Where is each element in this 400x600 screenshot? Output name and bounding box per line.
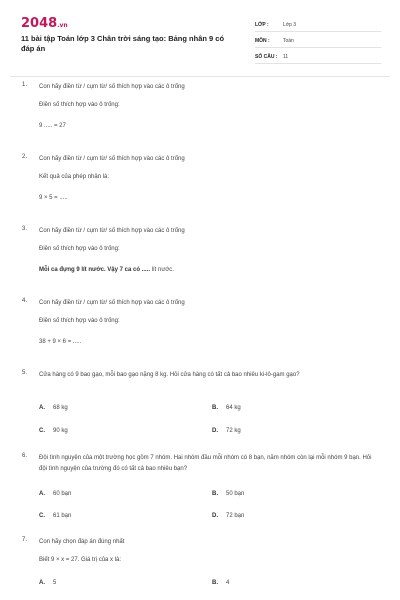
fill-blank-expression[interactable]: 9 × 5 = .....: [39, 195, 68, 201]
meta-label: MÔN :: [255, 38, 270, 44]
worksheet-header: [19, 10, 381, 66]
answer-option-c[interactable]: [39, 428, 68, 434]
option-value: 64 kg: [226, 405, 241, 411]
answer-option-d[interactable]: [212, 513, 244, 519]
answer-option-a[interactable]: [39, 580, 56, 586]
question-number: 5.: [22, 370, 28, 376]
option-value: 50 bạn: [226, 491, 245, 497]
meta-value: 11: [283, 54, 289, 60]
option-value: 68 kg: [53, 405, 68, 411]
option-letter: A.: [39, 491, 45, 497]
question-number: 3.: [22, 226, 28, 232]
document-title: 11 bài tập Toán lớp 3 Chân trời sáng tạo: Bảng nhân 9 có đáp án: [21, 34, 225, 53]
meta-value: Lớp 3: [283, 22, 297, 28]
question-prompt: Con hãy điền từ / cụm từ/ số thích hợp vào các ô trống: [39, 156, 185, 162]
fill-blank-expression[interactable]: 9 ..... = 27: [39, 123, 66, 129]
question-number: 6.: [22, 453, 28, 459]
answer-option-a[interactable]: [39, 491, 71, 497]
option-letter: B.: [212, 580, 218, 586]
option-letter: A.: [39, 580, 45, 586]
question-prompt: Con hãy chọn đáp án đúng nhất: [39, 539, 125, 545]
site-logo[interactable]: 2048.vn: [21, 16, 68, 31]
question-number: 4.: [22, 298, 28, 304]
answer-option-d[interactable]: [212, 428, 241, 434]
fill-blank-sentence[interactable]: [39, 267, 174, 273]
option-letter: A.: [39, 405, 45, 411]
question-number: 2.: [22, 154, 28, 160]
question-instruction: Điền số thích hợp vào ô trống:: [39, 246, 120, 252]
option-letter: C.: [39, 513, 45, 519]
meta-row-subject: [255, 35, 381, 48]
answer-option-b[interactable]: [212, 580, 229, 586]
question-prompt: Đội tình nguyện của một trường học gồm 7 nhóm. Hai nhóm đầu mỗi nhóm có 8 bạn, năm nhóm còn lại mỗi nhóm 9 bạn. Hỏi đội tình nguyện của trường đó có tất cả bao nhiêu bạn?: [39, 455, 372, 472]
question-number: 7.: [22, 537, 28, 543]
meta-row-class: [255, 19, 381, 32]
question-instruction: Biết 9 × x = 27. Giá trị của x là:: [39, 557, 122, 563]
meta-label: LỚP :: [255, 22, 269, 28]
option-value: 90 kg: [53, 428, 68, 434]
header-divider: [10, 76, 390, 77]
question-instruction: Điền số thích hợp vào ô trống:: [39, 102, 120, 108]
question-prompt: Con hãy điền từ / cụm từ/ số thích hợp vào các ô trống: [39, 228, 185, 234]
option-letter: D.: [212, 428, 218, 434]
option-letter: D.: [212, 513, 218, 519]
question-prompt: Cửa hàng có 9 bao gạo, mỗi bao gạo nặng 8 kg. Hỏi cửa hàng có tất cả bao nhiêu ki-lô-gam gạo?: [39, 372, 300, 378]
meta-row-count: [255, 51, 381, 64]
option-value: 60 bạn: [53, 491, 72, 497]
answer-option-c[interactable]: [39, 513, 71, 519]
option-value: 61 bạn: [53, 513, 72, 519]
question-instruction: Điền số thích hợp vào ô trống:: [39, 318, 120, 324]
option-value: 72 bạn: [226, 513, 245, 519]
question-prompt: Con hãy điền từ / cụm từ/ số thích hợp vào các ô trống: [39, 84, 185, 90]
option-letter: C.: [39, 428, 45, 434]
option-letter: B.: [212, 491, 218, 497]
option-value: 5: [53, 580, 57, 586]
option-letter: B.: [212, 405, 218, 411]
option-value: 4: [226, 580, 230, 586]
worksheet-meta: [255, 19, 381, 67]
question-number: 1.: [22, 82, 28, 88]
question-prompt: Con hãy điền từ / cụm từ/ số thích hợp vào các ô trống: [39, 300, 185, 306]
option-value: 72 kg: [226, 428, 241, 434]
fill-blank-tail: lít nước.: [150, 267, 174, 273]
fill-blank-expression: Mỗi ca đựng 9 lít nước. Vậy 7 ca có .....: [39, 267, 150, 273]
meta-label: SỐ CÂU :: [255, 54, 278, 60]
meta-value: Toán: [283, 38, 294, 44]
answer-option-b[interactable]: [212, 405, 241, 411]
question-instruction: Kết quả của phép nhân là:: [39, 174, 110, 180]
answer-option-b[interactable]: [212, 491, 244, 497]
answer-option-a[interactable]: [39, 405, 68, 411]
fill-blank-expression[interactable]: 38 + 9 × 6 = .....: [39, 339, 82, 345]
